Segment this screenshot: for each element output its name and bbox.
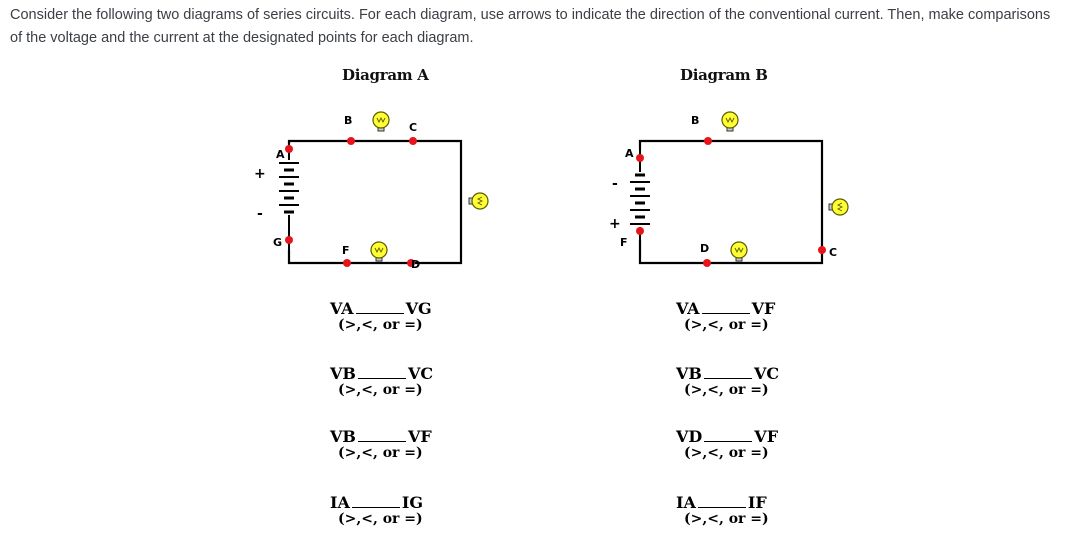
diagram-b-point-a: [636, 154, 644, 162]
diagram-b-circuit: [609, 112, 848, 267]
answer-blank[interactable]: [352, 506, 400, 508]
diagram-a-label-d: D: [411, 258, 421, 271]
comparison-right: IF: [747, 493, 767, 512]
diagram-b-comparison-4: [676, 494, 769, 528]
diagram-b-bulb-bottom: [731, 242, 747, 261]
answer-blank[interactable]: [704, 377, 752, 379]
diagram-b-bulb-right: [829, 199, 848, 215]
comparison-right: VG: [405, 299, 432, 318]
comparison-left: VD: [676, 427, 703, 446]
answer-blank[interactable]: [704, 440, 752, 442]
diagram-a-plus-sign: +: [254, 166, 266, 182]
diagram-b-point-c: [818, 246, 826, 254]
diagram-a-bulb-right: [469, 193, 488, 209]
comparison-hint: (>,<, or =): [338, 511, 423, 527]
comparison-right: VC: [407, 364, 434, 383]
diagram-a-point-a: [285, 145, 293, 153]
comparison-left: VA: [330, 299, 354, 318]
answer-blank[interactable]: [358, 440, 406, 442]
comparison-right: VC: [753, 364, 780, 383]
comparison-right: VF: [754, 427, 779, 446]
comparison-right: VF: [751, 299, 776, 318]
diagram-a-point-f: [343, 259, 351, 267]
comparison-left: IA: [330, 493, 350, 512]
diagram-b-point-b: [704, 137, 712, 145]
diagram-a-comparison-4: [330, 494, 423, 528]
diagram-b-label-c: C: [829, 246, 838, 259]
diagram-a-bulb-bottom: [371, 242, 387, 261]
instructions-text: Consider the following two diagrams of series circuits. For each diagram, use arrows to indicate the direction of the conventional current. Then, make comparisons of the voltage and the current at the designated points for each diagram.: [10, 7, 1051, 46]
comparison-hint: (>,<, or =): [684, 382, 769, 398]
diagram-a-title: Diagram A: [342, 66, 429, 84]
diagram-b-battery: [630, 150, 650, 240]
comparison-left: IA: [676, 493, 696, 512]
diagram-a-label-g: G: [273, 236, 283, 249]
diagram-b-comparison-3: [676, 428, 778, 462]
comparison-right: IG: [401, 493, 424, 512]
diagram-b-label-d: D: [700, 242, 710, 255]
comparison-left: VB: [676, 364, 702, 383]
diagram-a-circuit: [254, 112, 488, 271]
diagram-b-title: Diagram B: [680, 66, 768, 84]
diagram-b-point-f: [636, 227, 644, 235]
diagram-a-point-b: [347, 137, 355, 145]
comparison-hint: (>,<, or =): [684, 317, 769, 333]
diagram-b-bulb-top: [722, 112, 738, 131]
diagram-b-label-b: B: [691, 114, 700, 127]
diagram-b-label-f: F: [620, 236, 628, 249]
diagram-a-bulb-top: [373, 112, 389, 131]
diagram-a-minus-sign: -: [257, 206, 263, 222]
diagram-b-comparison-2: [676, 365, 779, 399]
comparison-right: VF: [407, 427, 432, 446]
diagram-b-label-a: A: [625, 147, 634, 160]
diagram-a-label-a: A: [276, 148, 285, 161]
comparison-hint: (>,<, or =): [684, 511, 769, 527]
diagram-b-comparison-1: [676, 300, 775, 334]
answer-blank[interactable]: [698, 506, 746, 508]
comparison-hint: (>,<, or =): [684, 445, 769, 461]
comparison-left: VA: [676, 299, 700, 318]
diagram-b-plus-sign: +: [609, 216, 621, 232]
comparison-hint: (>,<, or =): [338, 317, 423, 333]
diagram-a-comparison-2: [330, 365, 433, 399]
diagram-a-label-b: B: [344, 114, 353, 127]
diagram-a-label-f: F: [342, 244, 350, 257]
diagram-b-point-d: [703, 259, 711, 267]
comparison-hint: (>,<, or =): [338, 445, 423, 461]
comparison-left: VB: [330, 364, 356, 383]
diagram-a-label-c: C: [409, 121, 418, 134]
diagram-a-comparison-3: [330, 428, 432, 462]
comparison-left: VB: [330, 427, 356, 446]
diagram-a-comparison-1: [330, 300, 432, 334]
answer-blank[interactable]: [702, 312, 750, 314]
diagram-a-point-g: [285, 236, 293, 244]
answer-blank[interactable]: [356, 312, 404, 314]
diagram-b-minus-sign: -: [612, 176, 618, 192]
comparison-hint: (>,<, or =): [338, 382, 423, 398]
answer-blank[interactable]: [358, 377, 406, 379]
diagram-a-point-c: [409, 137, 417, 145]
